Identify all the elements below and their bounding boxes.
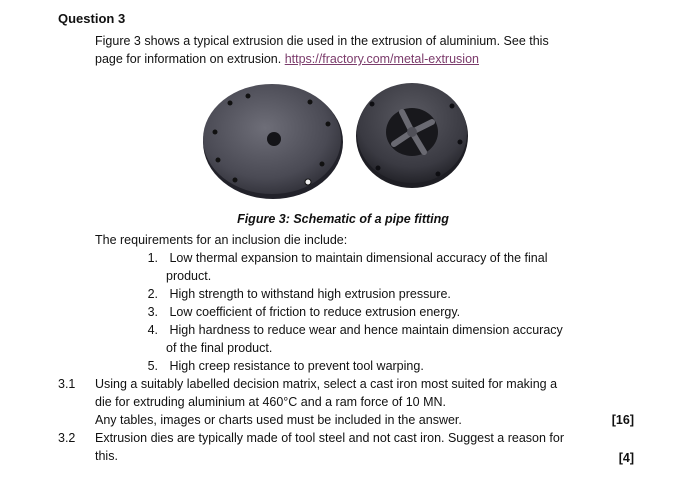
requirement-item-1 bbox=[136, 249, 547, 267]
die-face-left bbox=[203, 84, 343, 199]
die-face-right bbox=[356, 83, 468, 188]
requirement-item-4-cont: of the final product. bbox=[166, 341, 273, 355]
item-text: High hardness to reduce wear and hence maintain dimension accuracy bbox=[169, 323, 563, 337]
item-number: 1. bbox=[147, 251, 158, 265]
requirement-item-1-cont: product. bbox=[166, 269, 212, 283]
item-text: High strength to withstand high extrusion pressure. bbox=[169, 287, 451, 301]
item-text: High creep resistance to prevent tool warping. bbox=[169, 359, 424, 373]
item-number: 3. bbox=[147, 305, 158, 319]
item-number: 4. bbox=[147, 323, 158, 337]
item-number: 2. bbox=[147, 287, 158, 301]
extrusion-link[interactable]: https://fractory.com/metal-extrusion bbox=[284, 52, 479, 66]
intro-line-1: Figure 3 shows a typical extrusion die used in the extrusion of aluminium. See this bbox=[95, 34, 549, 48]
part-3-2-line-1: Extrusion dies are typically made of tool steel and not cast iron. Suggest a reason for bbox=[95, 431, 565, 445]
part-3-1-line-1: Using a suitably labelled decision matrix, select a cast iron most suited for making a bbox=[95, 377, 558, 391]
intro-text: page for information on extrusion. bbox=[95, 52, 282, 66]
requirement-item-2 bbox=[136, 285, 451, 303]
part-3-2-number: 3.2 bbox=[58, 431, 76, 445]
extrusion-die-photo bbox=[190, 76, 480, 211]
part-3-2-marks: [4] bbox=[618, 451, 634, 465]
part-3-1-line-2: die for extruding aluminium at 460°C and a ram force of 10 MN. bbox=[95, 395, 447, 409]
intro-line-2 bbox=[95, 50, 479, 68]
item-text: Low coefficient of friction to reduce extrusion energy. bbox=[169, 305, 461, 319]
part-3-1-marks: [16] bbox=[611, 413, 634, 427]
requirement-item-5 bbox=[136, 357, 424, 375]
figure-caption: Figure 3: Schematic of a pipe fitting bbox=[237, 212, 449, 226]
requirement-item-4 bbox=[136, 321, 563, 339]
item-number: 5. bbox=[147, 359, 158, 373]
part-3-1-number: 3.1 bbox=[58, 377, 76, 391]
item-text: Low thermal expansion to maintain dimensional accuracy of the final bbox=[169, 251, 548, 265]
requirements-heading: The requirements for an inclusion die include: bbox=[95, 233, 348, 247]
part-3-2-line-2: this. bbox=[95, 449, 118, 463]
question-title: Question 3 bbox=[58, 11, 126, 26]
requirement-item-3 bbox=[136, 303, 460, 321]
part-3-1-line-3: Any tables, images or charts used must be included in the answer. bbox=[95, 413, 462, 427]
